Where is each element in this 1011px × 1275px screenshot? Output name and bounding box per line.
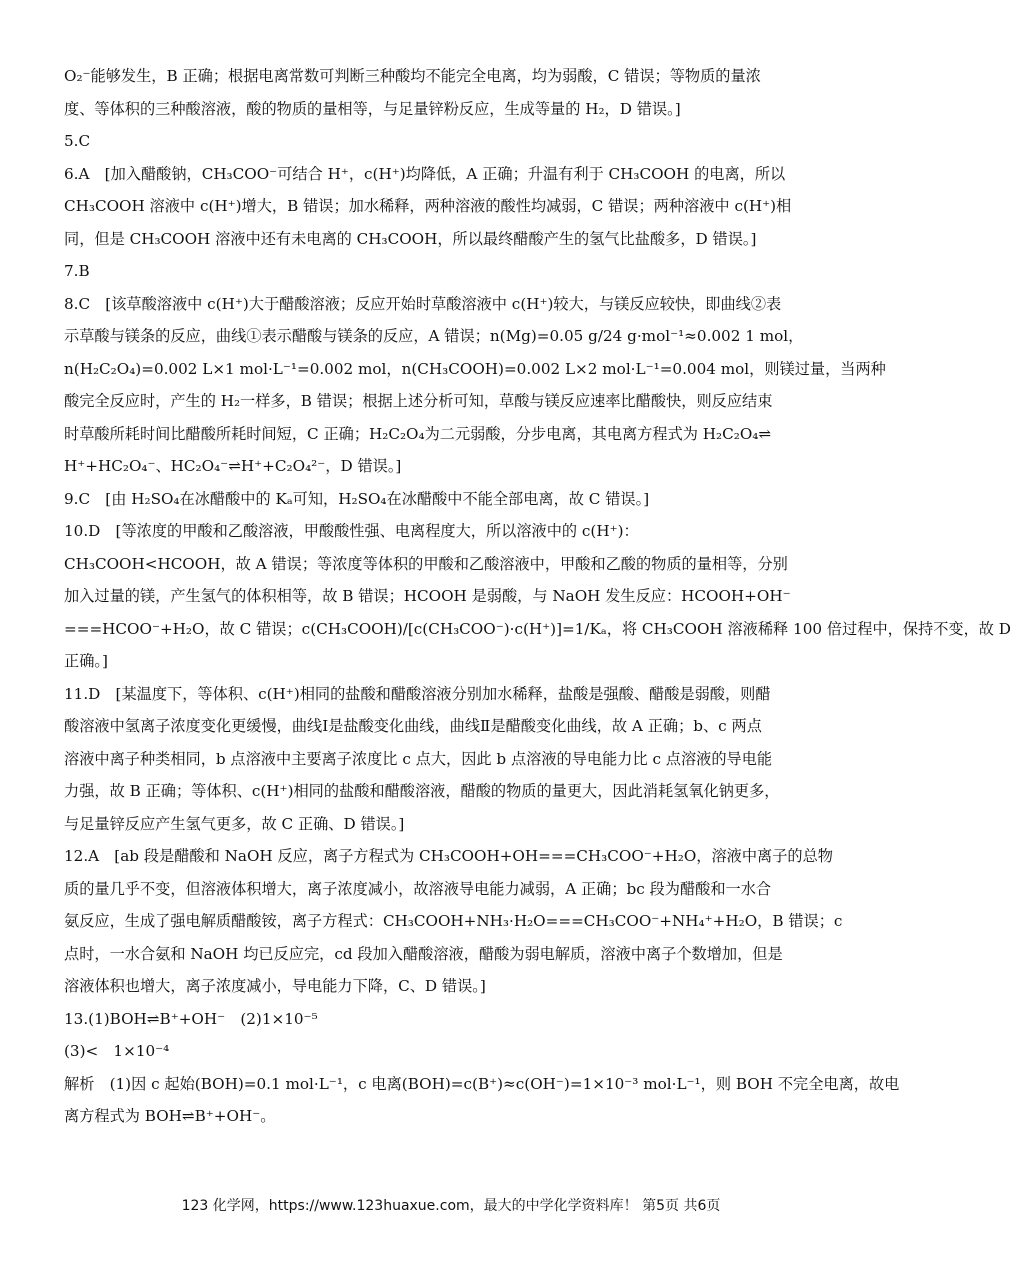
answer-10-line-5: 正确。] [64,652,108,670]
answer-11-line-5: 与足量锌反应产生氢气更多，故 C 正确、D 错误。] [64,814,405,833]
answer-12-line-5: 溶液体积也增大，离子浓度减小，导电能力下降，C、D 错误。] [64,977,486,995]
answer-10-line-4: ===HCOO⁻+H₂O，故 C 错误；c(CH₃COOH)/[c(CH₃COO⁻)·c(H⁺)]=1/Kₐ，将 CH₃COOH 溶液稀释 100 倍过程中，保持不变，故 D [64,619,1011,638]
answer-10-line-3: 加入过量的镁，产生氢气的体积相等，故 B 错误；HCOOH 是弱酸，与 NaOH 发生反应：HCOOH+OH⁻ [64,587,791,605]
page-footer: 123 化学网，https://www.123huaxue.com，最大的中学化学资料库！ 第5页 共6页 [181,1198,721,1214]
answer-6-line-1: 6.A [加入醋酸钠，CH₃COO⁻可结合 H⁺，c(H⁺)均降低，A 正确；升温有利于 CH₃COOH 的电离，所以 [64,164,786,183]
analysis-line-2: 离方程式为 BOH⇌B⁺+OH⁻。 [64,1107,276,1125]
answer-text-block [64,60,1011,1133]
answer-13-line-1: 13.(1)BOH⇌B⁺+OH⁻ (2)1×10⁻⁵ [64,1009,318,1028]
answer-8-line-5: 时草酸所耗时间比醋酸所耗时间短，C 正确；H₂C₂O₄为二元弱酸，分步电离，其电离方程式为 H₂C₂O₄⇌ [64,424,772,443]
answer-11-line-4: 力强，故 B 正确；等体积、c(H⁺)相同的盐酸和醋酸溶液，醋酸的物质的量更大，因此消耗氢氧化钠更多， [64,782,780,800]
answer-10-line-2: CH₃COOH<HCOOH，故 A 错误；等浓度等体积的甲酸和乙酸溶液中，甲酸和乙酸的物质的量相等，分别 [64,554,788,573]
answer-9: 9.C [由 H₂SO₄在冰醋酸中的 Kₐ可知，H₂SO₄在冰醋酸中不能全部电离，故 C 错误。] [64,489,650,508]
answer-8-line-3: n(H₂C₂O₄)=0.002 L×1 mol·L⁻¹=0.002 mol，n(CH₃COOH)=0.002 L×2 mol·L⁻¹=0.004 mol，则镁过量，当两种 [64,359,886,378]
answer-6-line-2: CH₃COOH 溶液中 c(H⁺)增大，B 错误；加水稀释，两种溶液的酸性均减弱，C 错误；两种溶液中 c(H⁺)相 [64,197,792,215]
analysis-line-1: 解析 (1)因 c 起始(BOH)=0.1 mol·L⁻¹，c 电离(BOH)=c(B⁺)≈c(OH⁻)=1×10⁻³ mol·L⁻¹，则 BOH 不完全电离，故电 [64,1074,900,1093]
text-line-1: O₂⁻能够发生，B 正确；根据电离常数可判断三种酸均不能完全电离，均为弱酸，C 错误；等物质的量浓 [64,67,761,85]
answer-11-line-2: 酸溶液中氢离子浓度变化更缓慢，曲线Ⅰ是盐酸变化曲线，曲线Ⅱ是醋酸变化曲线，故 A 正确；b、c 两点 [64,717,762,735]
answer-13-line-2: (3)< 1×10⁻⁴ [64,1042,170,1060]
answer-12-line-2: 质的量几乎不变，但溶液体积增大，离子浓度减小，故溶液导电能力减弱，A 正确；bc 段为醋酸和一水合 [64,879,772,898]
answer-8-line-2: 示草酸与镁条的反应，曲线①表示醋酸与镁条的反应，A 错误；n(Mg)=0.05 g/24 g·mol⁻¹≈0.002 1 mol， [64,327,804,345]
answer-7: 7.B [64,262,90,280]
answer-12-line-4: 点时，一水合氨和 NaOH 均已反应完，cd 段加入醋酸溶液，醋酸为弱电解质，溶液中离子个数增加，但是 [64,944,783,963]
answer-8-line-4: 酸完全反应时，产生的 H₂一样多，B 错误；根据上述分析可知，草酸与镁反应速率比醋酸快，则反应结束 [64,392,773,410]
answer-12-line-1: 12.A [ab 段是醋酸和 NaOH 反应，离子方程式为 CH₃COOH+OH===CH₃COO⁻+H₂O，溶液中离子的总物 [64,847,833,865]
answer-11-line-1: 11.D [某温度下，等体积、c(H⁺)相同的盐酸和醋酸溶液分别加水稀释，盐酸是强酸、醋酸是弱酸，则醋 [64,684,771,703]
answer-8-line-6: H⁺+HC₂O₄⁻、HC₂O₄⁻⇌H⁺+C₂O₄²⁻，D 错误。] [64,457,402,475]
answer-5: 5.C [64,132,91,150]
answer-8-line-1: 8.C [该草酸溶液中 c(H⁺)大于醋酸溶液；反应开始时草酸溶液中 c(H⁺)较大，与镁反应较快，即曲线②表 [64,294,782,313]
answer-6-line-3: 同，但是 CH₃COOH 溶液中还有未电离的 CH₃COOH，所以最终醋酸产生的氢气比盐酸多，D 错误。] [64,229,757,248]
answer-12-line-3: 氨反应，生成了强电解质醋酸铵，离子方程式：CH₃COOH+NH₃·H₂O===CH₃COO⁻+NH₄⁺+H₂O，B 错误；c [64,912,843,930]
answer-11-line-3: 溶液中离子种类相同，b 点溶液中主要离子浓度比 c 点大，因此 b 点溶液的导电能力比 c 点溶液的导电能 [64,749,773,768]
text-line-2: 度、等体积的三种酸溶液，酸的物质的量相等，与足量锌粉反应，生成等量的 H₂，D 错误。] [64,99,681,118]
answer-10-line-1: 10.D [等浓度的甲酸和乙酸溶液，甲酸酸性强、电离程度大，所以溶液中的 c(H⁺)： [64,522,639,540]
